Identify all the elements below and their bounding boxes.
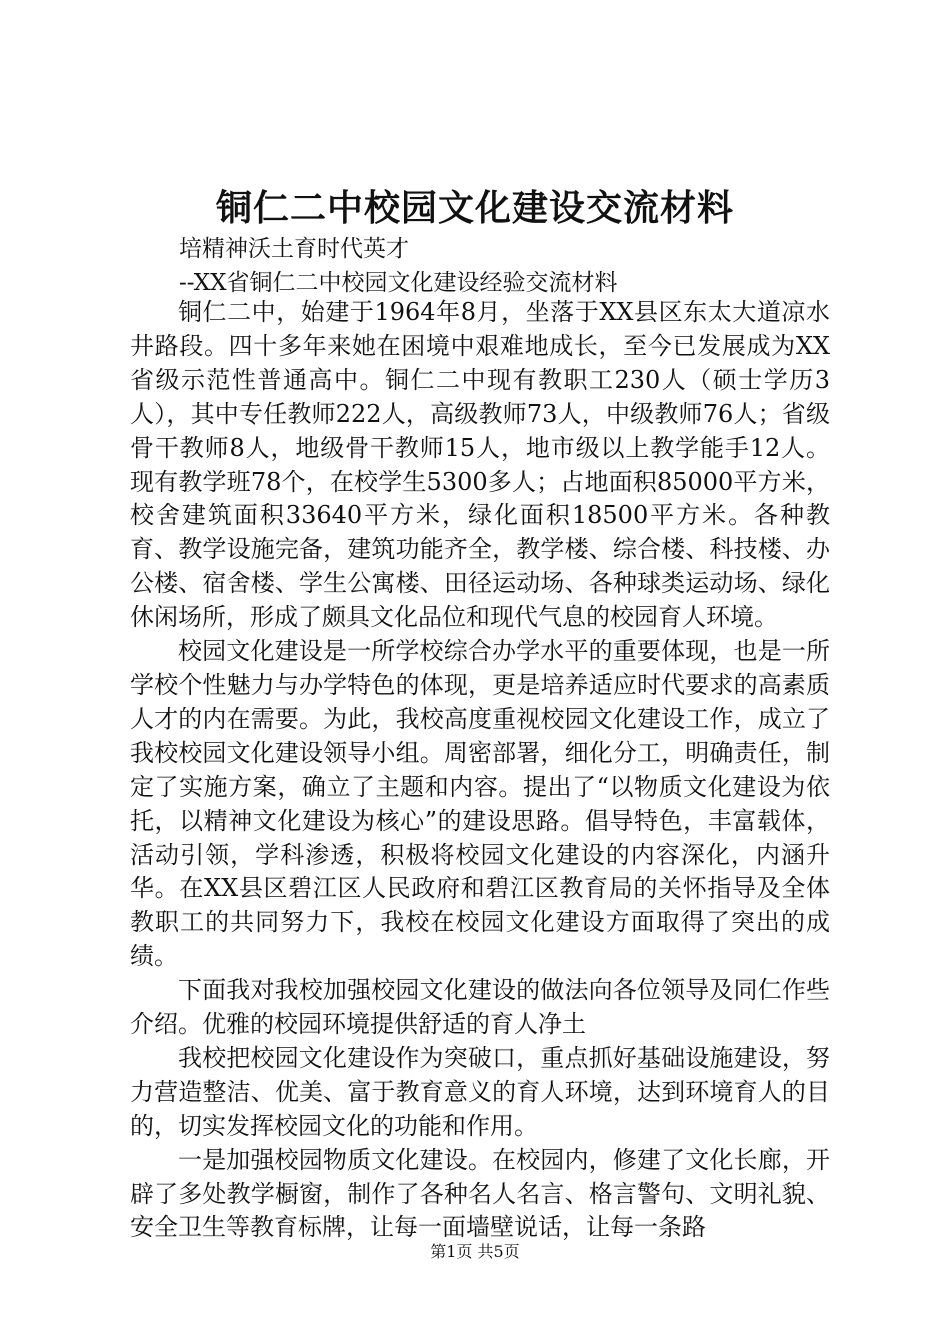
document-subheading: --XX省铜仁二中校园文化建设经验交流材料	[179, 270, 618, 296]
paragraph-intro: 铜仁二中，始建于1964年8月，坐落于XX县区东太大道凉水井路段。四十多年来她在困境中艰难地成长，至今已发展成为XX省级示范性普通高中。铜仁二中现有教职工230人（硕士学历3人），其中专任教师222人，高级教师73人，中级教师76人；省级骨干教师8人，地级骨干教师15人，地市级以上教学能手12人。现有教学班78个，在校学生5300多人；占地面积85000平方米，校舍建筑面积33640平方米，绿化面积18500平方米。各种教育、教学设施完备，建筑功能齐全，教学楼、综合楼、科技楼、办公楼、宿舍楼、学生公寓楼、田径运动场、各种球类运动场、绿化休闲场所，形成了颇具文化品位和现代气息的校园育人环境。	[130, 298, 830, 632]
page-number-footer: 第1页 共5页	[430, 1242, 520, 1261]
document-title: 铜仁二中校园文化建设交流材料	[215, 187, 734, 229]
document-subtitle: 培精神沃土育时代英才	[179, 236, 409, 262]
document-body	[130, 296, 830, 1242]
paragraph-environment: 我校把校园文化建设作为突破口，重点抓好基础设施建设，努力营造整洁、优美、富于教育意义的育人环境，达到环境育人的目的，切实发挥校园文化的功能和作用。	[130, 1043, 830, 1140]
paragraph-material-culture: 一是加强校园物质文化建设。在校园内，修建了文化长廊，开辟了多处教学橱窗，制作了各种名人名言、格言警句、文明礼貌、安全卫生等教育标牌，让每一面墙壁说话，让每一条路	[130, 1145, 830, 1242]
paragraph-overview: 下面我对我校加强校园文化建设的做法向各位领导及同仁作些介绍。优雅的校园环境提供舒适的育人净土	[130, 976, 830, 1039]
paragraph-culture: 校园文化建设是一所学校综合办学水平的重要体现，也是一所学校个性魅力与办学特色的体现，更是培养适应时代要求的高素质人才的内在需要。为此，我校高度重视校园文化建设工作，成立了我校校园文化建设领导小组。周密部署，细化分工，明确责任，制定了实施方案，确立了主题和内容。提出了“以物质文化建设为依托，以精神文化建设为核心”的建设思路。倡导特色，丰富载体，活动引领，学科渗透，积极将校园文化建设的内容深化，内涵升华。在XX县区碧江区人民政府和碧江区教育局的关怀指导及全体教职工的共同努力下，我校在校园文化建设方面取得了突出的成绩。	[130, 637, 830, 971]
